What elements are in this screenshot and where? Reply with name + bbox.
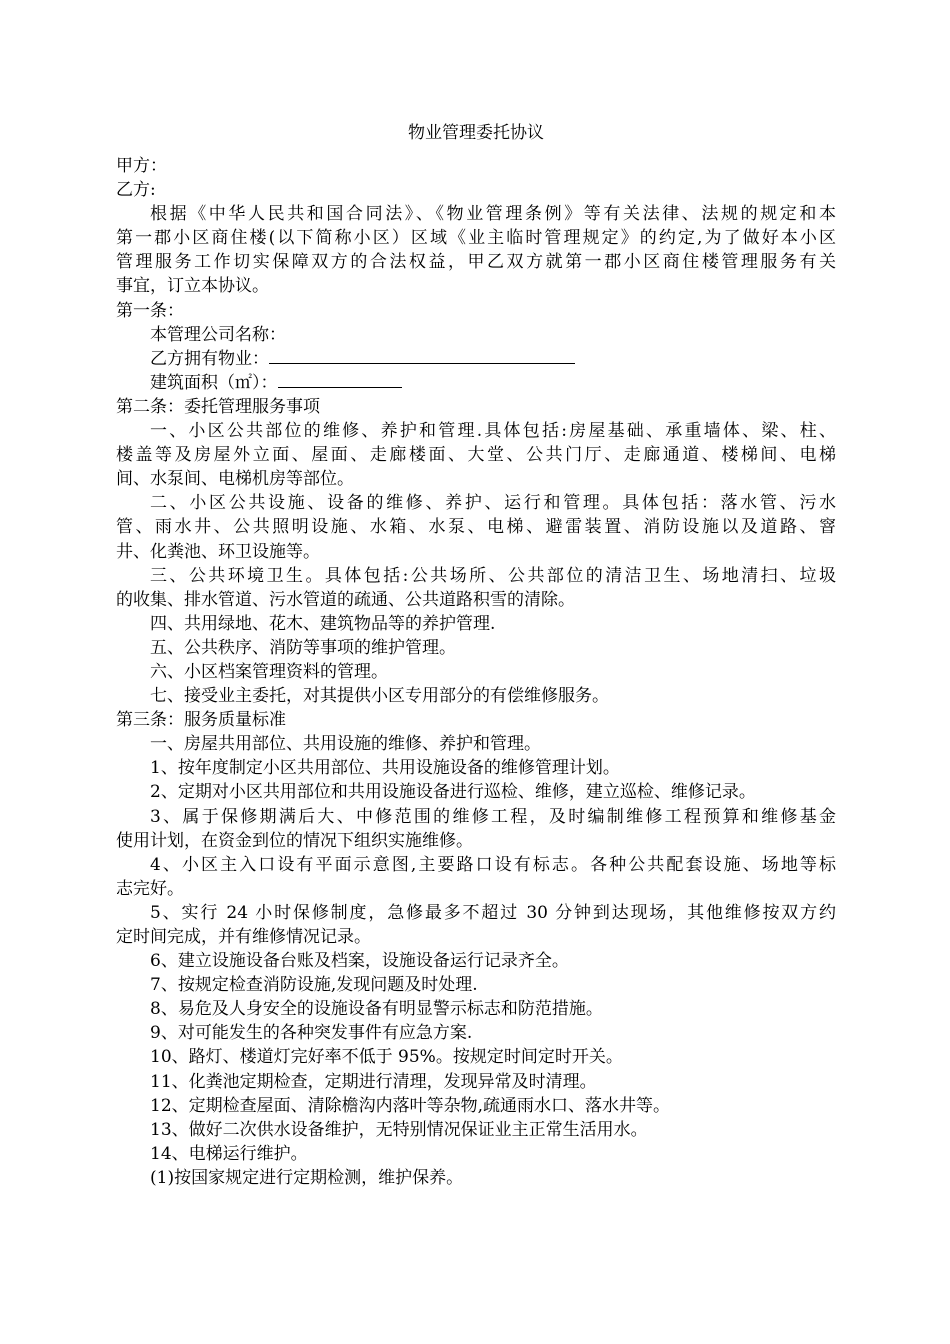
- article3-line: 4、小区主入口设有平面示意图,主要路口设有标志。各种公共配套设施、场地等标: [150, 854, 836, 875]
- preamble-line: 管理服务工作切实保障双方的合法权益，甲乙双方就第一郡小区商住楼管理服务有关: [116, 252, 836, 273]
- party-a-label: 甲方：: [116, 156, 167, 176]
- article3-line: 8、易危及人身安全的设施设备有明显警示标志和防范措施。: [150, 999, 603, 1020]
- property-blank[interactable]: [269, 347, 575, 364]
- article2-line: 四、共用绿地、花木、建筑物品等的养护管理.: [150, 613, 496, 634]
- article3-heading: 第三条：服务质量标准: [116, 710, 286, 731]
- article3-line: 13、做好二次供水设备维护，无特别情况保证业主正常生活用水。: [150, 1119, 648, 1140]
- article3-line: 使用计划，在资金到位的情况下组织实施维修。: [116, 830, 473, 851]
- article2-line: 一、小区公共部位的维修、养护和管理.具体包括:房屋基础、承重墙体、梁、柱、: [150, 421, 836, 442]
- article2-line: 的收集、排水管道、污水管道的疏通、公共道路积雪的清除。: [116, 589, 575, 610]
- article2-line: 五、公共秩序、消防等事项的维护管理。: [150, 637, 456, 658]
- article3-line: 志完好。: [116, 878, 184, 899]
- preamble-line: 事宜，订立本协议。: [116, 276, 269, 297]
- article3-line: (1)按国家规定进行定期检测，维护保养。: [150, 1167, 464, 1188]
- article2-line: 楼盖等及房屋外立面、屋面、走廊楼面、大堂、公共门厅、走廊通道、楼梯间、电梯: [116, 445, 836, 466]
- article2-line: 三、公共环境卫生。具体包括:公共场所、公共部位的清洁卫生、场地清扫、垃圾: [150, 565, 836, 586]
- article2-line: 管、雨水井、公共照明设施、水箱、水泵、电梯、避雷装置、消防设施以及道路、窨: [116, 517, 836, 538]
- article2-line: 六、小区档案管理资料的管理。: [150, 661, 388, 682]
- article2-line: 井、化粪池、环卫设施等。: [116, 541, 320, 562]
- article3-line: 14、电梯运行维护。: [150, 1143, 308, 1164]
- property-label: 乙方拥有物业：: [150, 348, 269, 369]
- article3-line: 5、实行 24 小时保修制度，急修最多不超过 30 分钟到达现场，其他维修按双方约: [150, 902, 836, 923]
- area-label: 建筑面积（㎡）：: [150, 372, 278, 393]
- article3-line: 7、按规定检查消防设施,发现问题及时处理.: [150, 975, 478, 996]
- property-row: [116, 347, 836, 371]
- party-b-label: 乙方:: [116, 180, 156, 201]
- article3-line: 3、属于保修期满后大、中修范围的维修工程，及时编制维修工程预算和维修基金: [150, 806, 836, 827]
- article3-line: 1、按年度制定小区共用部位、共用设施设备的维修管理计划。: [150, 758, 620, 779]
- article2-line: 间、水泵间、电梯机房等部位。: [116, 469, 354, 490]
- company-name-label: 本管理公司名称：: [150, 324, 286, 345]
- article2-line: 二、小区公共设施、设备的维修、养护、运行和管理。具体包括：落水管、污水: [150, 493, 836, 514]
- document-title: 物业管理委托协议: [408, 123, 544, 143]
- article2-line: 七、接受业主委托，对其提供小区专用部分的有偿维修服务。: [150, 686, 609, 707]
- article1-heading: 第一条：: [116, 300, 184, 321]
- article2-heading: 第二条：委托管理服务事项: [116, 396, 320, 417]
- area-blank[interactable]: [278, 371, 402, 388]
- article3-line: 12、定期检查屋面、清除檐沟内落叶等杂物,疏通雨水口、落水井等。: [150, 1095, 671, 1116]
- article3-line: 6、建立设施设备台账及档案，设施设备运行记录齐全。: [150, 951, 569, 972]
- article3-line: 一、房屋共用部位、共用设施的维修、养护和管理。: [150, 734, 541, 755]
- preamble-line: 根据《中华人民共和国合同法》、《物业管理条例》等有关法律、法规的规定和本: [150, 204, 836, 225]
- article3-line: 9、对可能发生的各种突发事件有应急方案.: [150, 1023, 473, 1044]
- preamble-line: 第一郡小区商住楼(以下简称小区）区域《业主临时管理规定》的约定,为了做好本小区: [116, 228, 836, 249]
- area-row: [116, 371, 836, 395]
- article3-line: 11、化粪池定期检查，定期进行清理，发现异常及时清理。: [150, 1071, 597, 1092]
- article2-body: [116, 419, 836, 708]
- document-page: [116, 120, 836, 1190]
- article3-line: 10、路灯、楼道灯完好率不低于 95%。按规定时间定时开关。: [150, 1047, 623, 1068]
- article3-line: 2、定期对小区共用部位和共用设施设备进行巡检、维修，建立巡检、维修记录。: [150, 782, 756, 803]
- article3-body: [116, 732, 836, 1190]
- article3-line: 定时间完成，并有维修情况记录。: [116, 927, 371, 947]
